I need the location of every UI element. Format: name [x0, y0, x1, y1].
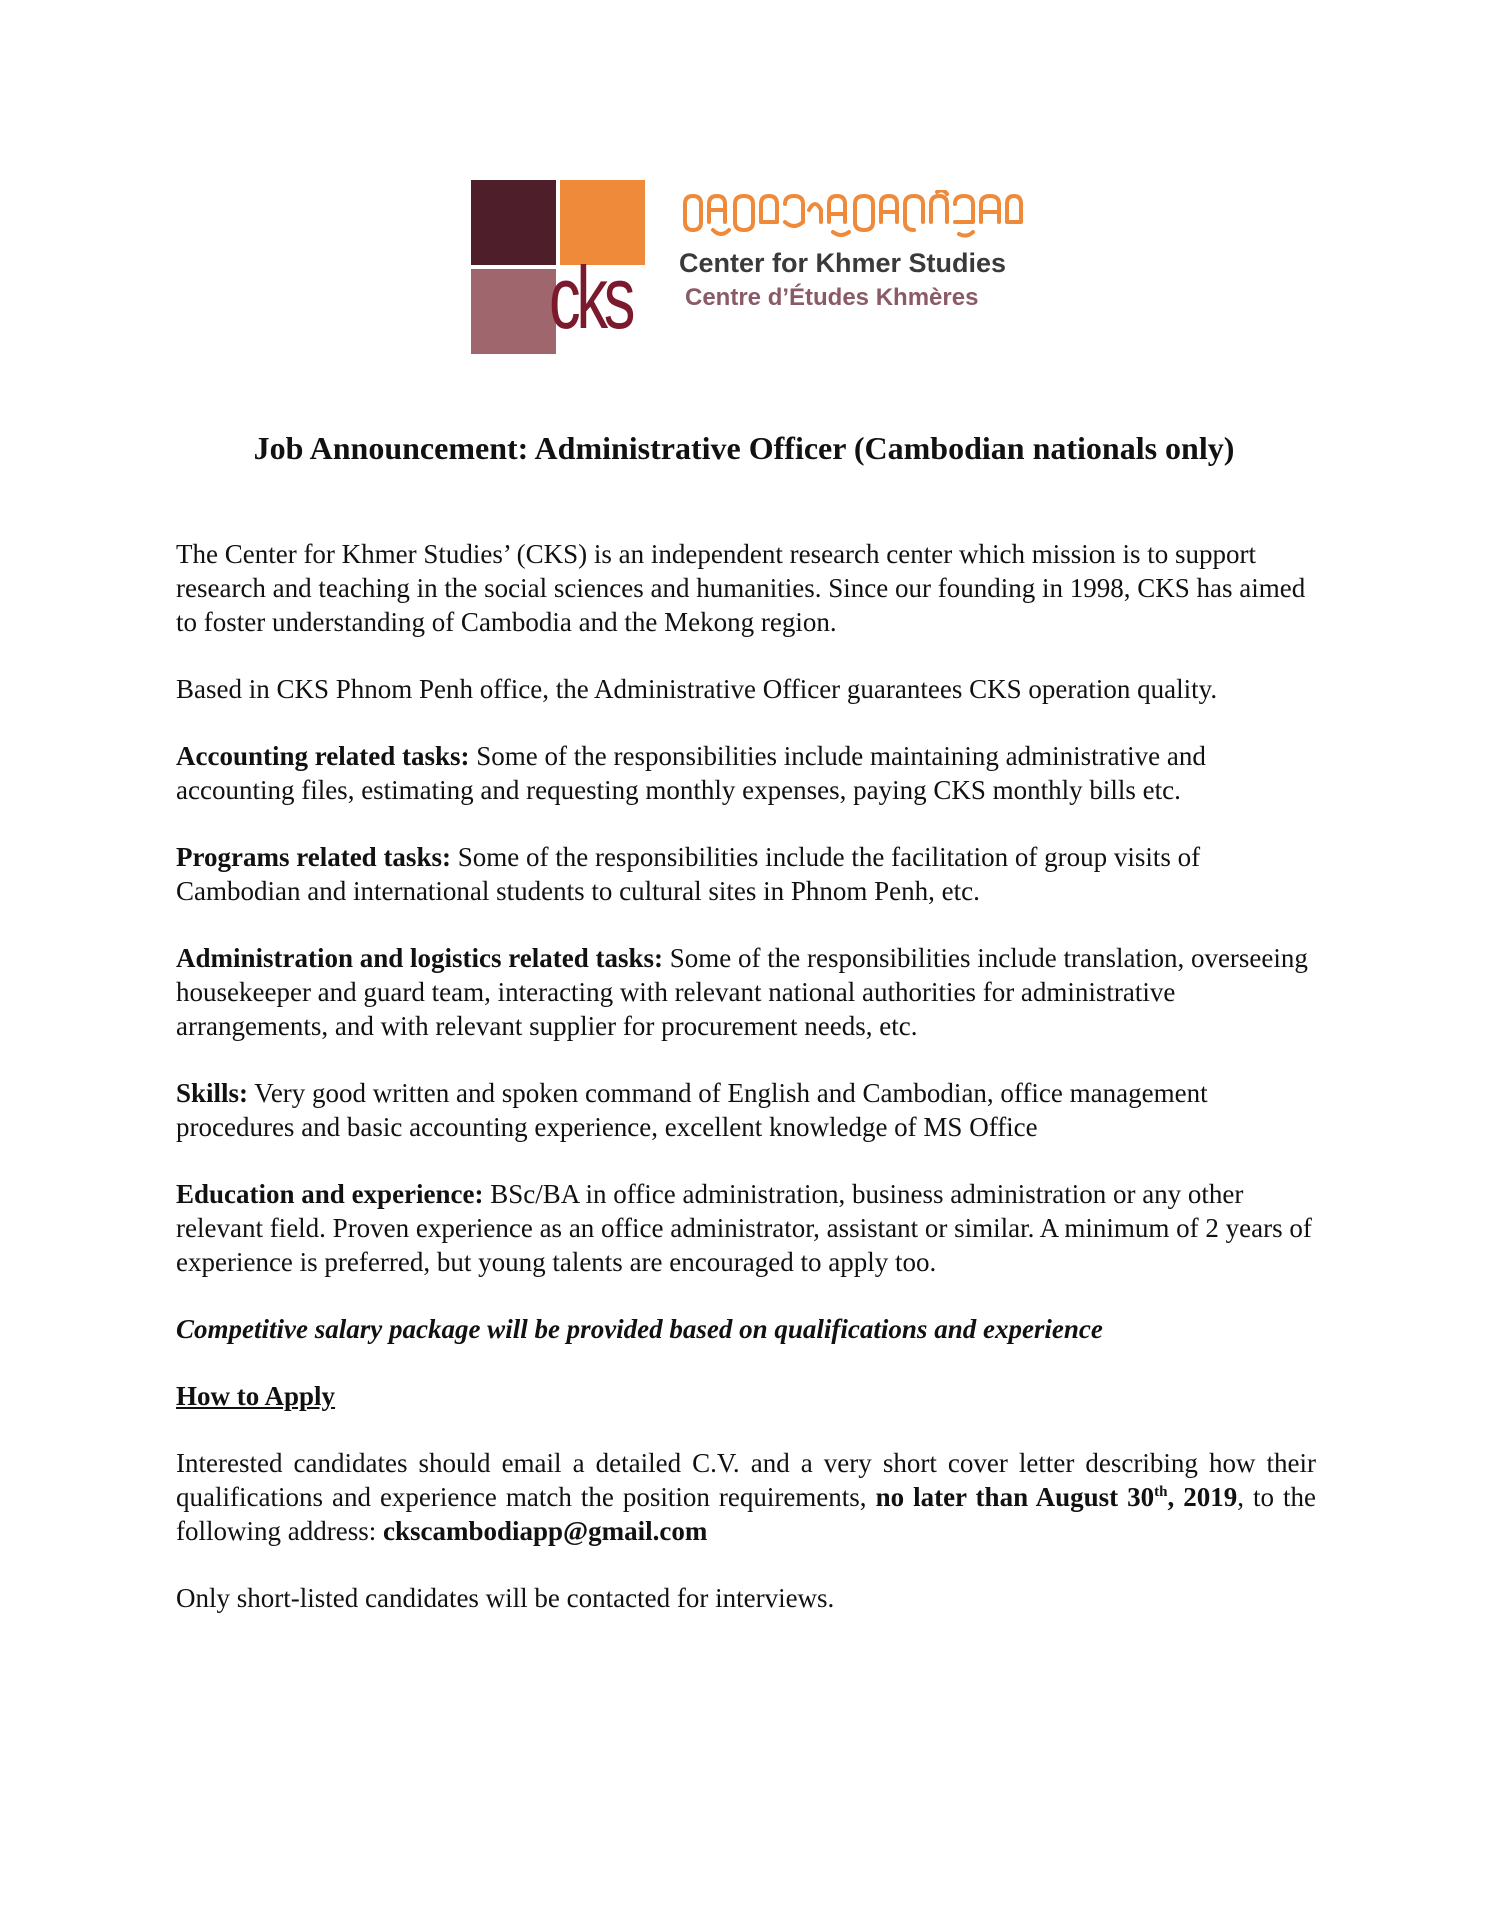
programs-paragraph: [176, 840, 1316, 908]
how-to-apply-heading: How to Apply: [176, 1381, 336, 1411]
accounting-paragraph: [176, 739, 1316, 807]
how-to-apply-paragraph: [176, 1446, 1316, 1548]
based-paragraph: Based in CKS Phnom Penh office, the Administrative Officer guarantees CKS operation quality.: [176, 674, 1218, 704]
skills-text: Very good written and spoken command of English and Cambodian, office management procedures and basic accounting experience, excellent knowledge of MS Office: [176, 1078, 1208, 1142]
administration-paragraph: [176, 941, 1316, 1043]
address-intro: , to the following address:: [176, 1482, 1316, 1546]
cks-logo: [471, 180, 1031, 360]
salary-note: Competitive salary package will be provided based on qualifications and experience: [176, 1314, 1103, 1344]
cks-logo-mark: [471, 180, 645, 354]
programs-text: Some of the responsibilities include the facilitation of group visits of Cambodian and international students to cultural sites in Phnom Penh, etc.: [176, 842, 1201, 906]
closing-paragraph: Only short-listed candidates will be contacted for interviews.: [176, 1583, 835, 1613]
contact-email[interactable]: ckscambodiapp@gmail.com: [382, 1516, 708, 1546]
logo-cks-letters: cks: [549, 248, 632, 347]
skills-label: Skills:: [176, 1078, 249, 1108]
programs-label: Programs related tasks:: [176, 842, 451, 872]
announcement-body: [176, 537, 1316, 1648]
skills-paragraph: [176, 1076, 1316, 1144]
accounting-text: Some of the responsibilities include maintaining administrative and accounting files, estimating and requesting monthly expenses, paying CKS monthly bills etc.: [176, 741, 1206, 805]
deadline-text: no later than August 30: [875, 1482, 1155, 1512]
education-text: BSc/BA in office administration, business administration or any other relevant field. Proven experience as an office administrator, assistant or similar. A minimum of 2 years of experience is preferred, but young talents are encouraged to apply too.: [176, 1179, 1312, 1277]
deadline-year: , 2019: [1167, 1482, 1238, 1512]
intro-paragraph: The Center for Khmer Studies’ (CKS) is an independent research center which mission is to support research and teaching in the social sciences and humanities. Since our founding in 1998, CKS has aimed to foster understanding of Cambodia and the Mekong region.: [176, 539, 1306, 637]
administration-label: Administration and logistics related tasks:: [176, 943, 664, 973]
education-paragraph: [176, 1177, 1316, 1279]
accounting-label: Accounting related tasks:: [176, 741, 470, 771]
logo-square-rose: [471, 269, 556, 354]
apply-instructions: Interested candidates should email a detailed C.V. and a very short cover letter describing how their qualifications and experience match the position requirements,: [176, 1448, 1316, 1512]
logo-name-english: Center for Khmer Studies: [679, 248, 1007, 278]
logo-square-dark: [471, 180, 556, 265]
deadline-ordinal: th: [1154, 1484, 1168, 1500]
administration-text: Some of the responsibilities include translation, overseeing housekeeper and guard team, interacting with relevant national authorities for administrative arrangements, and with relevant supplier for procurement needs, etc.: [176, 943, 1308, 1041]
khmer-script-logotype: [679, 190, 1024, 240]
page-title: Job Announcement: Administrative Officer (Cambodian nationals only): [253, 430, 1235, 466]
logo-name-french: Centre d’Études Khmères: [685, 284, 979, 311]
education-label: Education and experience:: [176, 1179, 484, 1209]
